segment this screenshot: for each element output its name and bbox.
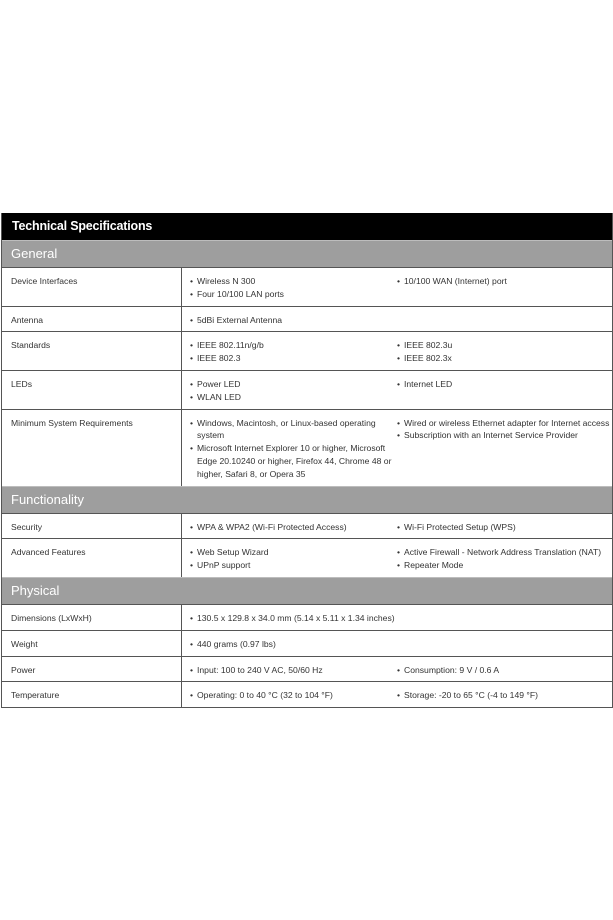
spec-label: Temperature — [2, 682, 182, 707]
spec-values-col2 — [397, 409, 612, 485]
spec-value: • Power LED — [190, 378, 397, 391]
spec-label: Device Interfaces — [2, 268, 182, 306]
spec-value: • IEEE 802.3x — [397, 352, 612, 365]
spec-row — [2, 409, 612, 485]
spec-value: • UPnP support — [190, 559, 397, 572]
spec-values-col1 — [182, 409, 398, 485]
spec-value: • Operating: 0 to 40 °C (32 to 104 °F) — [190, 689, 397, 702]
spec-label: LEDs — [2, 370, 182, 409]
spec-value: • Wireless N 300 — [190, 275, 397, 288]
spec-value: • WPA & WPA2 (Wi-Fi Protected Access) — [190, 521, 397, 534]
spec-table-physical — [2, 605, 612, 707]
spec-values-col1 — [182, 630, 398, 656]
spec-values-col1 — [182, 682, 398, 707]
spec-value: • Input: 100 to 240 V AC, 50/60 Hz — [190, 664, 397, 677]
spec-value: • Four 10/100 LAN ports — [190, 288, 397, 301]
spec-values-col2 — [397, 656, 612, 682]
spec-values-col2 — [397, 268, 612, 306]
spec-values-col2 — [397, 630, 612, 656]
spec-value: • IEEE 802.11n/g/b — [190, 339, 397, 352]
spec-value: • 5dBi External Antenna — [190, 314, 397, 327]
spec-row — [2, 306, 612, 332]
spec-value: • 10/100 WAN (Internet) port — [397, 275, 612, 288]
section-header-physical: Physical — [2, 577, 612, 605]
spec-values-col1 — [182, 605, 398, 630]
spec-values-col2 — [397, 539, 612, 577]
spec-value: • 130.5 x 129.8 x 34.0 mm (5.14 x 5.11 x 1.34 inches) — [190, 612, 397, 625]
spec-values-col1 — [182, 370, 398, 409]
spec-values-col2 — [397, 370, 612, 409]
spec-row — [2, 370, 612, 409]
spec-row — [2, 514, 612, 539]
spec-values-col2 — [397, 332, 612, 371]
spec-values-col2 — [397, 306, 612, 332]
spec-row — [2, 682, 612, 707]
spec-values-col1 — [182, 656, 398, 682]
spec-value: • Storage: -20 to 65 °C (-4 to 149 °F) — [397, 689, 612, 702]
spec-value: • IEEE 802.3 — [190, 352, 397, 365]
spec-value: • Wi-Fi Protected Setup (WPS) — [397, 521, 612, 534]
spec-values-col1 — [182, 539, 398, 577]
spec-value: • Wired or wireless Ethernet adapter for Internet access — [397, 417, 612, 430]
spec-label: Security — [2, 514, 182, 539]
spec-table-general — [2, 268, 612, 486]
spec-label: Weight — [2, 630, 182, 656]
spec-values-col2 — [397, 514, 612, 539]
spec-title: Technical Specifications — [2, 213, 612, 240]
spec-row — [2, 539, 612, 577]
spec-values-col1 — [182, 514, 398, 539]
spec-values-col2 — [397, 682, 612, 707]
spec-value: • Repeater Mode — [397, 559, 612, 572]
spec-values-col1 — [182, 306, 398, 332]
spec-label: Antenna — [2, 306, 182, 332]
spec-sections — [2, 240, 612, 707]
spec-label: Minimum System Requirements — [2, 409, 182, 485]
spec-values-col1 — [182, 268, 398, 306]
spec-values-col1 — [182, 332, 398, 371]
spec-value: • Web Setup Wizard — [190, 546, 397, 559]
spec-row — [2, 605, 612, 630]
spec-row — [2, 656, 612, 682]
spec-values-col2 — [397, 605, 612, 630]
spec-label: Dimensions (LxWxH) — [2, 605, 182, 630]
spec-label: Standards — [2, 332, 182, 371]
spec-row — [2, 268, 612, 306]
section-header-functionality: Functionality — [2, 486, 612, 514]
section-header-general: General — [2, 240, 612, 268]
spec-label: Power — [2, 656, 182, 682]
spec-value: • Internet LED — [397, 378, 612, 391]
spec-value: • 440 grams (0.97 lbs) — [190, 638, 397, 651]
spec-value: • WLAN LED — [190, 391, 397, 404]
spec-value: • IEEE 802.3u — [397, 339, 612, 352]
spec-row — [2, 332, 612, 371]
spec-label: Advanced Features — [2, 539, 182, 577]
spec-value: • Subscription with an Internet Service Provider — [397, 429, 612, 442]
spec-value: • Consumption: 9 V / 0.6 A — [397, 664, 612, 677]
spec-value: • Microsoft Internet Explorer 10 or higher, Microsoft Edge 20.10240 or higher, Firefox 44, Chrome 48 or higher, Safari 8, or Opera 35 — [190, 442, 397, 480]
spec-row — [2, 630, 612, 656]
spec-value: • Active Firewall - Network Address Translation (NAT) — [397, 546, 612, 559]
spec-value: • Windows, Macintosh, or Linux-based operating system — [190, 417, 397, 443]
spec-sheet — [1, 213, 613, 708]
spec-table-functionality — [2, 514, 612, 577]
